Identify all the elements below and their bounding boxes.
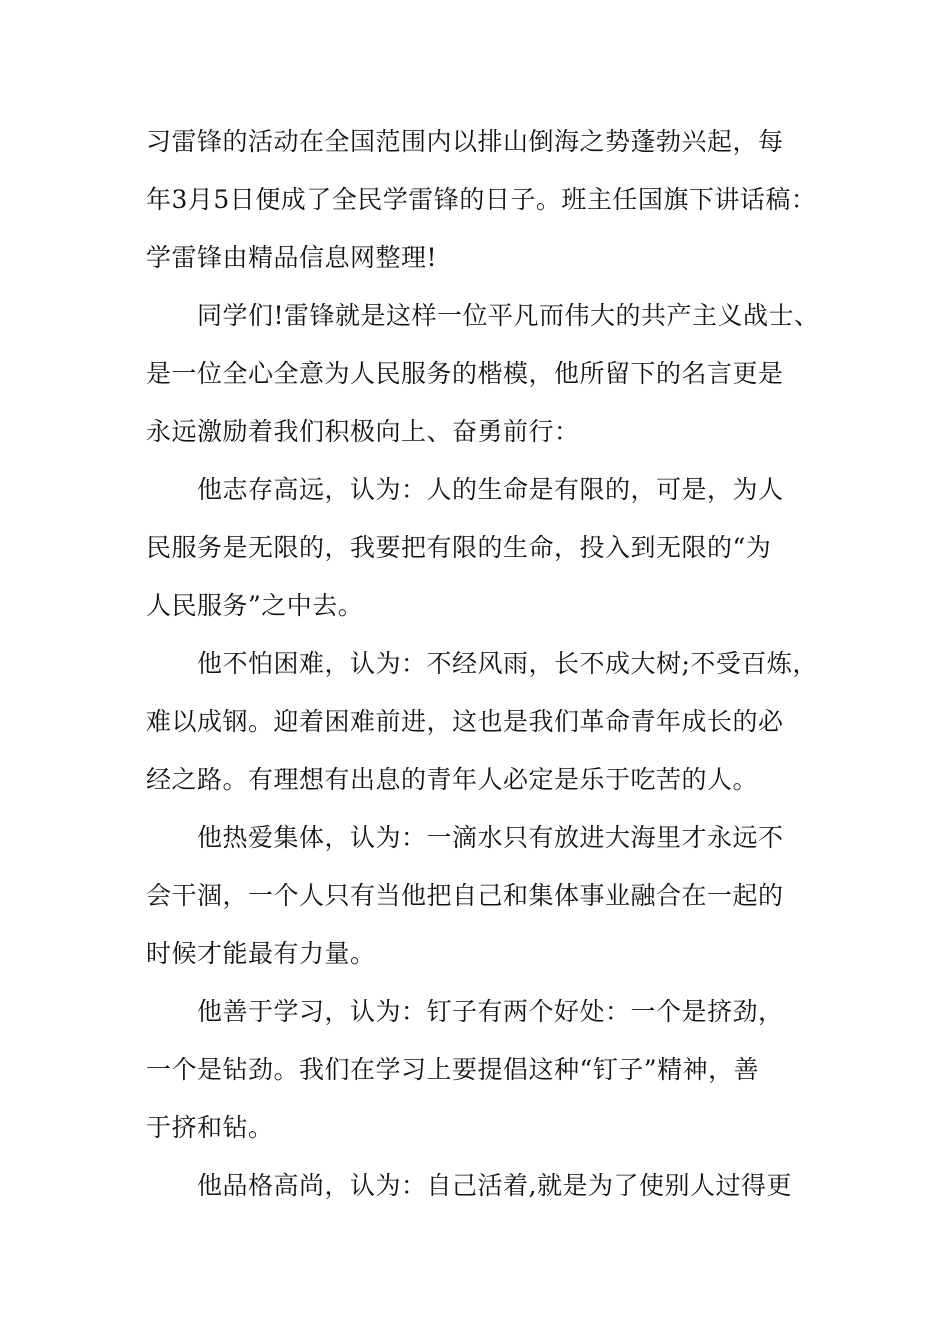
text-line: 是一位全心全意为人民服务的楷模，他所留下的名言更是 <box>146 359 784 388</box>
text-line: 民服务是无限的，我要把有限的生命，投入到无限的“为 <box>146 533 772 562</box>
text-line: 习雷锋的活动在全国范围内以排山倒海之势蓬勃兴起，每 <box>146 127 784 156</box>
paragraph-first-line: 他善于学习，认为：钉子有两个好处：一个是挤劲， <box>197 997 784 1026</box>
text-line: 年3月5日便成了全民学雷锋的日子。班主任国旗下讲话稿： <box>146 185 817 214</box>
text-line: 学雷锋由精品信息网整理! <box>146 243 438 272</box>
text-line: 于挤和钻。 <box>146 1113 274 1142</box>
paragraph-first-line: 他热爱集体，认为：一滴水只有放进大海里才永远不 <box>197 823 784 852</box>
text-line: 一个是钻劲。我们在学习上要提倡这种“钉子”精神，善 <box>146 1055 760 1084</box>
text-line: 会干涸，一个人只有当他把自己和集体事业融合在一起的 <box>146 881 784 910</box>
text-line: 时候才能最有力量。 <box>146 939 376 968</box>
text-line: 难以成钢。迎着困难前进，这也是我们革命青年成长的必 <box>146 707 784 736</box>
text-line: 经之路。有理想有出息的青年人必定是乐于吃苦的人。 <box>146 765 759 794</box>
paragraph-first-line: 他品格高尚，认为：自己活着,就是为了使别人过得更 <box>197 1171 792 1200</box>
paragraph-first-line: 他志存高远，认为：人的生命是有限的，可是，为人 <box>197 475 784 504</box>
text-line: 人民服务”之中去。 <box>146 591 364 620</box>
paragraph-first-line: 他不怕困难，认为：不经风雨，长不成大树;不受百炼， <box>197 649 818 678</box>
text-line: 永远激励着我们积极向上、奋勇前行： <box>146 417 580 446</box>
paragraph-first-line: 同学们!雷锋就是这样一位平凡而伟大的共产主义战士、 <box>197 301 820 330</box>
